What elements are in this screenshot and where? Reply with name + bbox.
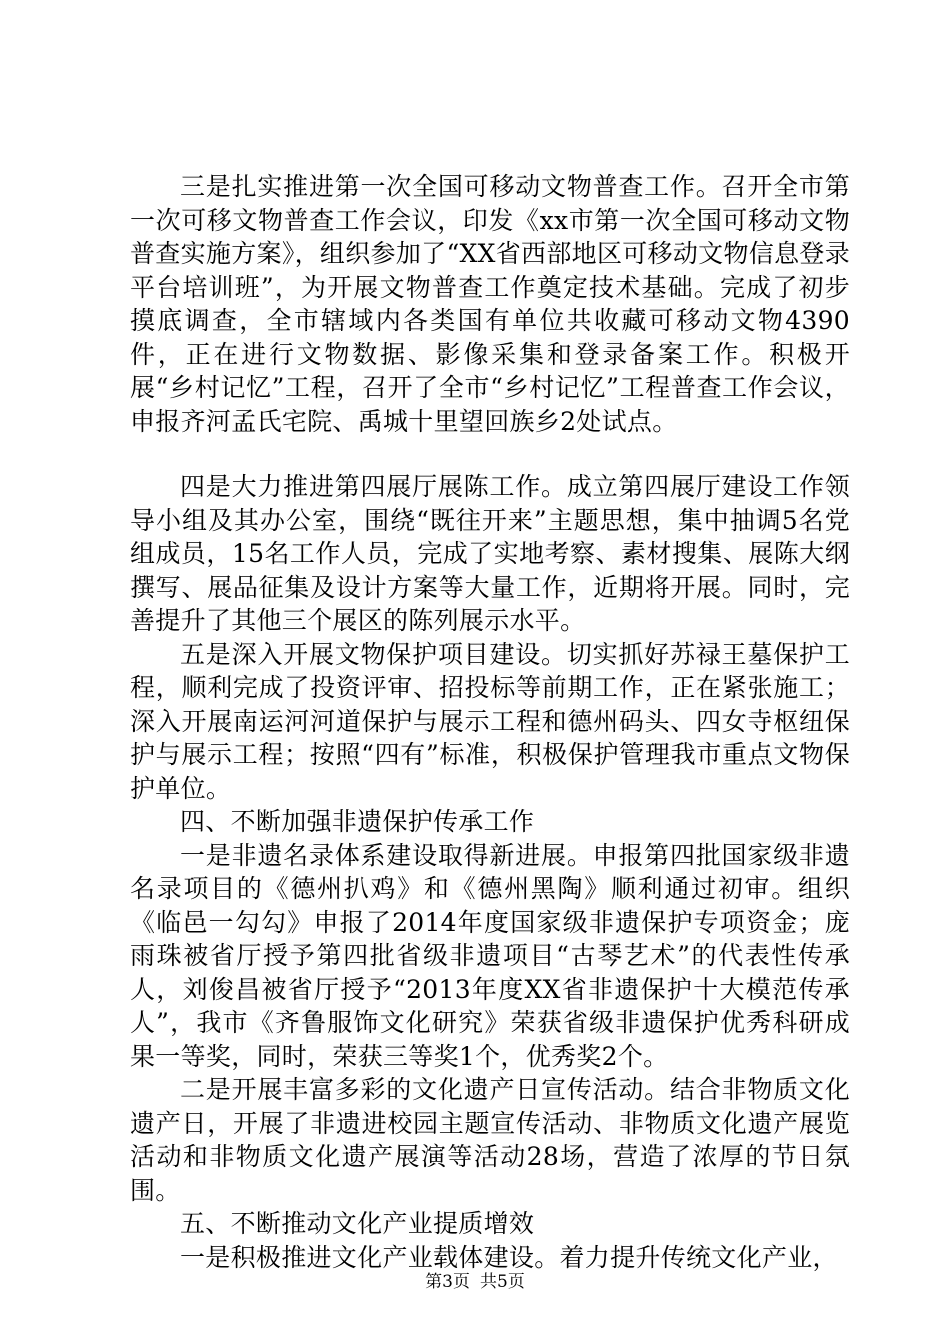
page-number: 第3页 bbox=[425, 1272, 470, 1292]
paragraph-5: 一是非遗名录体系建设取得新进展。申报第四批国家级非遗名录项目的《德州扒鸡》和《德州黑陶》顺利通过初审。组织《临邑一勾勾》申报了2014年度国家级非遗保护专项资金；庞雨珠被省厅授予第四批省级非遗项目“古琴艺术”的代表性传承人，刘俊昌被省厅授予“2013年度XX省非遗保护十大模范传承人”，我市《齐鲁服饰文化研究》荣获省级非遗保护优秀科研成果一等奖，同时，荣获三等奖1个，优秀奖2个。 bbox=[130, 840, 850, 1071]
section-heading-5: 五、不断推动文化产业提质增效 bbox=[180, 1209, 535, 1238]
total-pages: 共5页 bbox=[480, 1272, 525, 1292]
page-footer bbox=[0, 1272, 950, 1292]
paragraph-3: 五是深入开展文物保护项目建设。切实抓好苏禄王墓保护工程，顺利完成了投资评审、招投标等前期工作，正在紧张施工；深入开展南运河河道保护与展示工程和德州码头、四女寺枢纽保护与展示工程；按照“四有”标准，积极保护管理我市重点文物保护单位。 bbox=[130, 639, 850, 803]
paragraph-8: 一是积极推进文化产业载体建设。着力提升传统文化产业， bbox=[180, 1242, 838, 1272]
section-heading-4: 四、不断加强非遗保护传承工作 bbox=[180, 807, 535, 836]
paragraph-6: 二是开展丰富多彩的文化遗产日宣传活动。结合非物质文化遗产日，开展了非遗进校园主题宣传活动、非物质文化遗产展览活动和非物质文化遗产展演等活动28场，营造了浓厚的节日氛围。 bbox=[130, 1075, 850, 1205]
paragraph-1: 三是扎实推进第一次全国可移动文物普查工作。召开全市第一次可移文物普查工作会议，印发《xx市第一次全国可移动文物普查实施方案》，组织参加了“XX省西部地区可移动文物信息登录平台培训班”，为开展文物普查工作奠定技术基础。完成了初步摸底调查，全市辖域内各类国有单位共收藏可移动文物4390件，正在进行文物数据、影像采集和登录备案工作。积极开展“乡村记忆”工程，召开了全市“乡村记忆”工程普查工作会议，申报齐河孟氏宅院、禹城十里望回族乡2处试点。 bbox=[130, 172, 850, 436]
paragraph-2: 四是大力推进第四展厅展陈工作。成立第四展厅建设工作领导小组及其办公室，围绕“既往开来”主题思想，集中抽调5名党组成员，15名工作人员，完成了实地考察、素材搜集、展陈大纲撰写、展品征集及设计方案等大量工作，近期将开展。同时，完善提升了其他三个展区的陈列展示水平。 bbox=[130, 472, 850, 635]
document-body bbox=[130, 170, 850, 1274]
